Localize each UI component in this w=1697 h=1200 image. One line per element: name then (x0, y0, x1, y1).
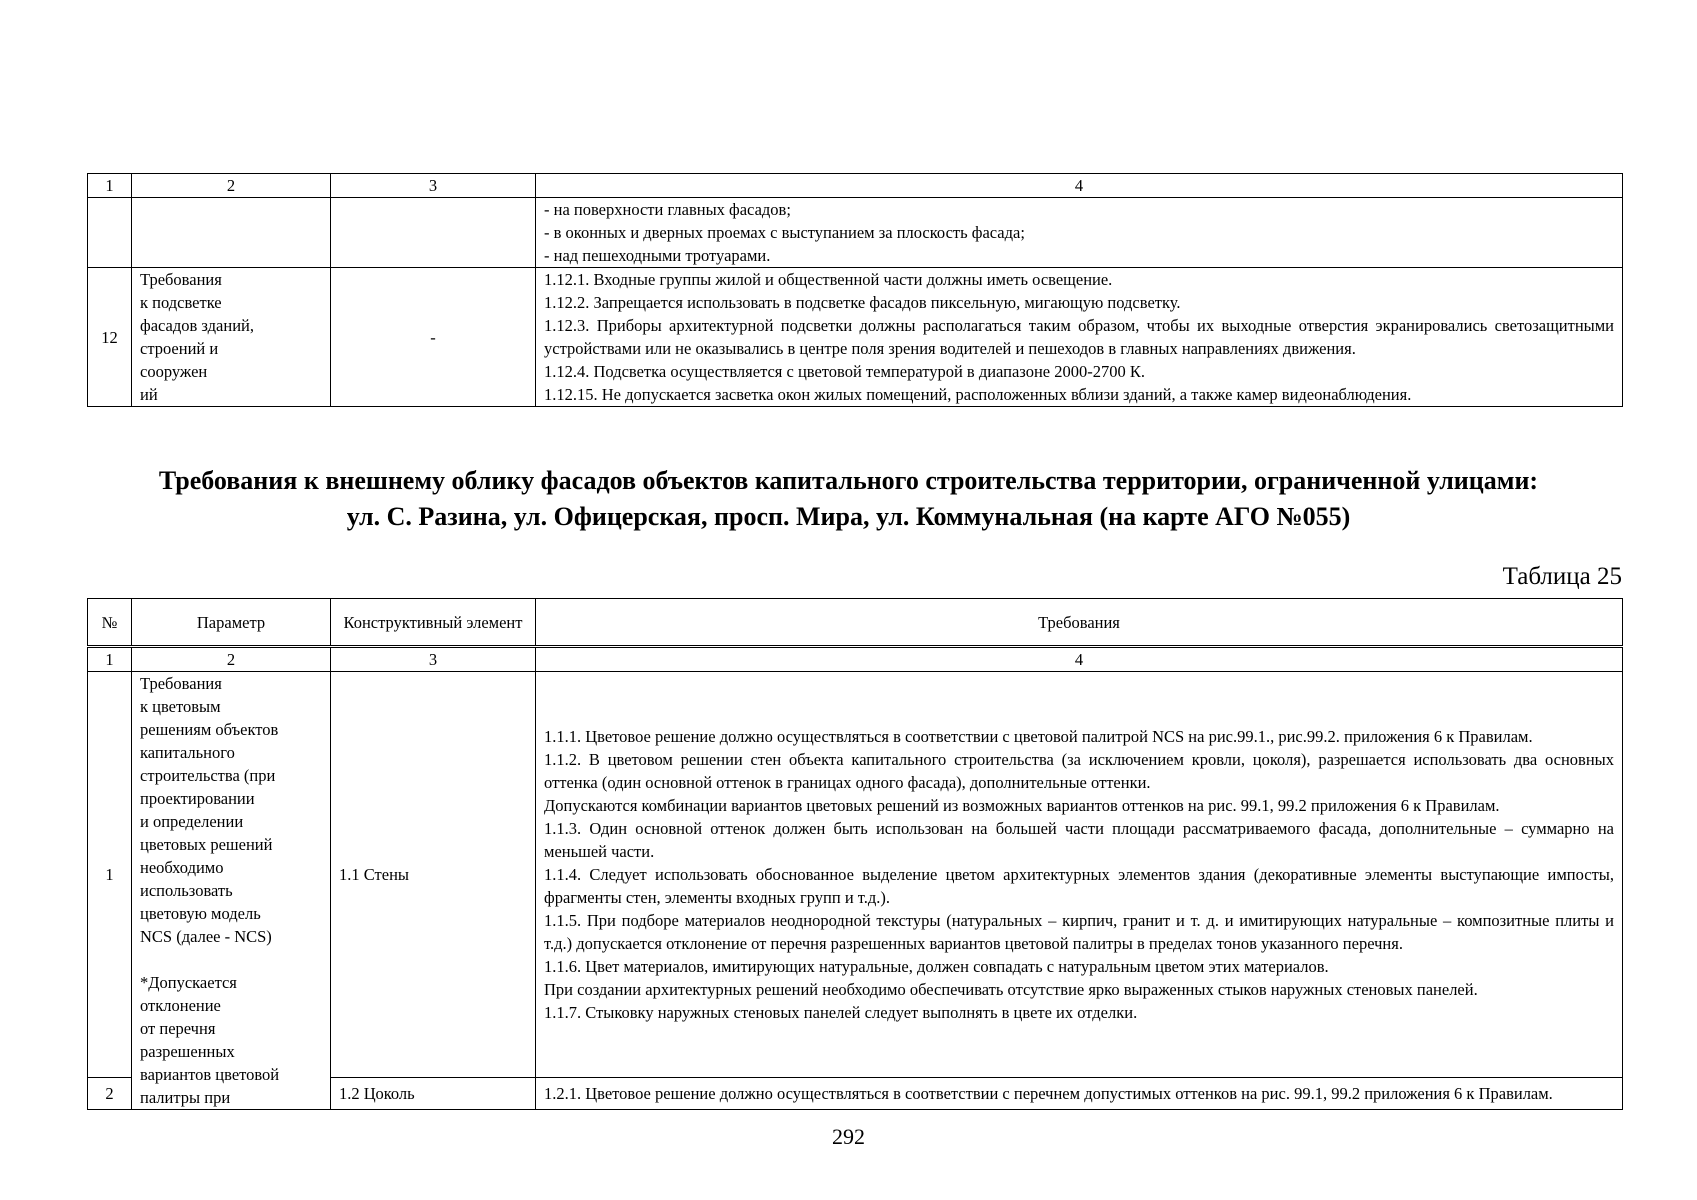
requirement-text: - в оконных и дверных проемах с выступанием за плоскость фасада; (544, 223, 1025, 242)
requirement-text: 1.12.15. Не допускается засветка окон жилых помещений, расположенных вблизи зданий, а также камер видеонаблюдения. (544, 385, 1412, 404)
parameter-text: NCS (далее - NCS) (140, 927, 272, 946)
parameter-text: цветовых решений (140, 835, 273, 854)
col-number: 1 (88, 648, 132, 672)
requirement-text: 1.12.4. Подсветка осуществляется с цветовой температурой в диапазоне 2000-2700 К. (544, 362, 1146, 381)
parameter-text: и определении (140, 812, 244, 831)
parameter-text: сооружен (140, 362, 208, 381)
parameter-text: использовать (140, 881, 233, 900)
section-heading (40, 463, 1657, 535)
requirement-text: 1.2.1. Цветовое решение должно осуществляться в соответствии с перечнем допустимых оттенков на рис. 99.1, 99.2 приложения 6 к Правилам. (544, 1083, 1553, 1103)
header-requirements: Требования (536, 599, 1623, 646)
parameter-text: Требования (140, 674, 222, 693)
parameter-text: отклонение (140, 996, 221, 1015)
requirements-cell (536, 198, 1623, 268)
parameter-text: капитального (140, 743, 235, 762)
requirements-cell (536, 672, 1623, 1078)
parameter-text: *Допускается (140, 973, 237, 992)
column-number-row (88, 648, 1623, 672)
requirement-text: 1.12.1. Входные группы жилой и общественной части должны иметь освещение. (544, 270, 1113, 289)
table-row (88, 268, 1623, 407)
parameter-text: строительства (при (140, 766, 276, 785)
col-number: 4 (536, 174, 1623, 198)
requirements-cell (536, 268, 1623, 407)
parameter-text: к цветовым (140, 697, 221, 716)
col-number: 2 (132, 648, 331, 672)
row-number: 12 (88, 268, 132, 407)
parameter-text: от перечня (140, 1019, 216, 1038)
cell-empty (331, 198, 536, 268)
col-number: 4 (536, 648, 1623, 672)
col-number: 3 (331, 648, 536, 672)
requirement-text: 1.1.1. Цветовое решение должно осуществляться в соответствии с цветовой палитрой NCS на рис.99.1., рис.99.2. приложения 6 к Правилам. (544, 726, 1533, 746)
col-number: 3 (331, 174, 536, 198)
requirement-text: 1.1.2. В цветовом решении стен объекта капитального строительства (за исключением кровли, цоколя), разрешается использовать два основных оттенка (один основной оттенок в границах одного фасада), дополнительные оттенки. (544, 749, 1614, 792)
parameter-text: необходимо (140, 858, 224, 877)
requirement-text: 1.1.5. При подборе материалов неоднородной текстуры (натуральных – кирпич, гранит и т. д. и имитирующих натуральные – композитные плиты и т.д.) допускается отклонение от перечня разрешенных вариантов цветовой палитры в пределах тонов указанного перечня. (544, 910, 1614, 953)
element-cell: 1.1 Стены (331, 672, 536, 1078)
header-parameter: Параметр (132, 599, 331, 646)
parameter-text: проектировании (140, 789, 255, 808)
header-element: Конструктивный элемент (331, 599, 536, 646)
parameter-text: строений и (140, 339, 219, 358)
requirement-text: При создании архитектурных решений необходимо обеспечивать отсутствие ярко выраженных стыков наружных стеновых панелей. (544, 979, 1478, 999)
col-number: 2 (132, 174, 331, 198)
element-cell: 1.2 Цоколь (331, 1077, 536, 1109)
heading-line: Требования к внешнему облику фасадов объектов капитального строительства территории, ограниченной улицами: (158, 466, 1539, 495)
requirement-text: - на поверхности главных фасадов; (544, 200, 791, 219)
cell-empty (132, 198, 331, 268)
table25-body (87, 647, 1623, 1110)
row-number: 1 (88, 672, 132, 1078)
parameter-text: фасадов зданий, (140, 316, 254, 335)
parameter-text: Требования (140, 270, 222, 289)
parameter-cell (132, 268, 331, 407)
requirement-text: 1.1.7. Стыковку наружных стеновых панелей следует выполнять в цвете их отделки. (544, 1002, 1138, 1022)
column-number-row (88, 174, 1623, 198)
parameter-cell (132, 672, 331, 1110)
requirement-text: 1.1.4. Следует использовать обоснованное выделение цветом архитектурных элементов здания (декоративные элементы выступающие импосты, фрагменты стен, элементы входных групп и т.д.). (544, 864, 1614, 907)
requirement-text: Допускаются комбинации вариантов цветовых решений из возможных вариантов оттенков на рис. 99.1, 99.2 приложения 6 к Правилам. (544, 795, 1500, 815)
cell-empty (88, 198, 132, 268)
requirements-cell (536, 1077, 1623, 1109)
parameter-text: решениям объектов (140, 720, 279, 739)
header-row (88, 599, 1623, 646)
requirement-text: 1.12.3. Приборы архитектурной подсветки должны располагаться таким образом, чтобы их выходные отверстия экранировались светозащитными устройствами или не оказывались в центре поля зрения водителей и пешеходов в главных направлениях движения. (544, 316, 1614, 358)
parameter-text: ий (140, 385, 158, 404)
heading-line: ул. С. Разина, ул. Офицерская, просп. Мира, ул. Коммунальная (на карте АГО №055) (346, 502, 1351, 531)
page-number: 292 (832, 1124, 865, 1149)
header-number: № (88, 599, 132, 646)
parameter-text: цветовую модель (140, 904, 261, 923)
element-cell: - (331, 268, 536, 407)
row-number: 2 (88, 1077, 132, 1109)
table-row (88, 198, 1623, 268)
table25-header (87, 598, 1623, 646)
requirement-text: - над пешеходными тротуарами. (544, 246, 771, 265)
parameter-text: разрешенных (140, 1042, 235, 1061)
requirement-text: 1.12.2. Запрещается использовать в подсветке фасадов пиксельную, мигающую подсветку. (544, 293, 1181, 312)
continuation-table (87, 173, 1623, 407)
table-row (88, 672, 1623, 1078)
parameter-text: палитры при (140, 1088, 231, 1107)
parameter-text: к подсветке (140, 293, 222, 312)
parameter-text: вариантов цветовой (140, 1065, 280, 1084)
requirement-text: 1.1.3. Один основной оттенок должен быть использован на большей части площади рассматриваемого фасада, дополнительные – суммарно на меньшей части. (544, 818, 1614, 861)
col-number: 1 (88, 174, 132, 198)
parameter-text (140, 948, 322, 971)
table-caption: Таблица 25 (1502, 563, 1622, 590)
requirement-text: 1.1.6. Цвет материалов, имитирующих натуральные, должен совпадать с натуральным цветом этих материалов. (544, 956, 1329, 976)
